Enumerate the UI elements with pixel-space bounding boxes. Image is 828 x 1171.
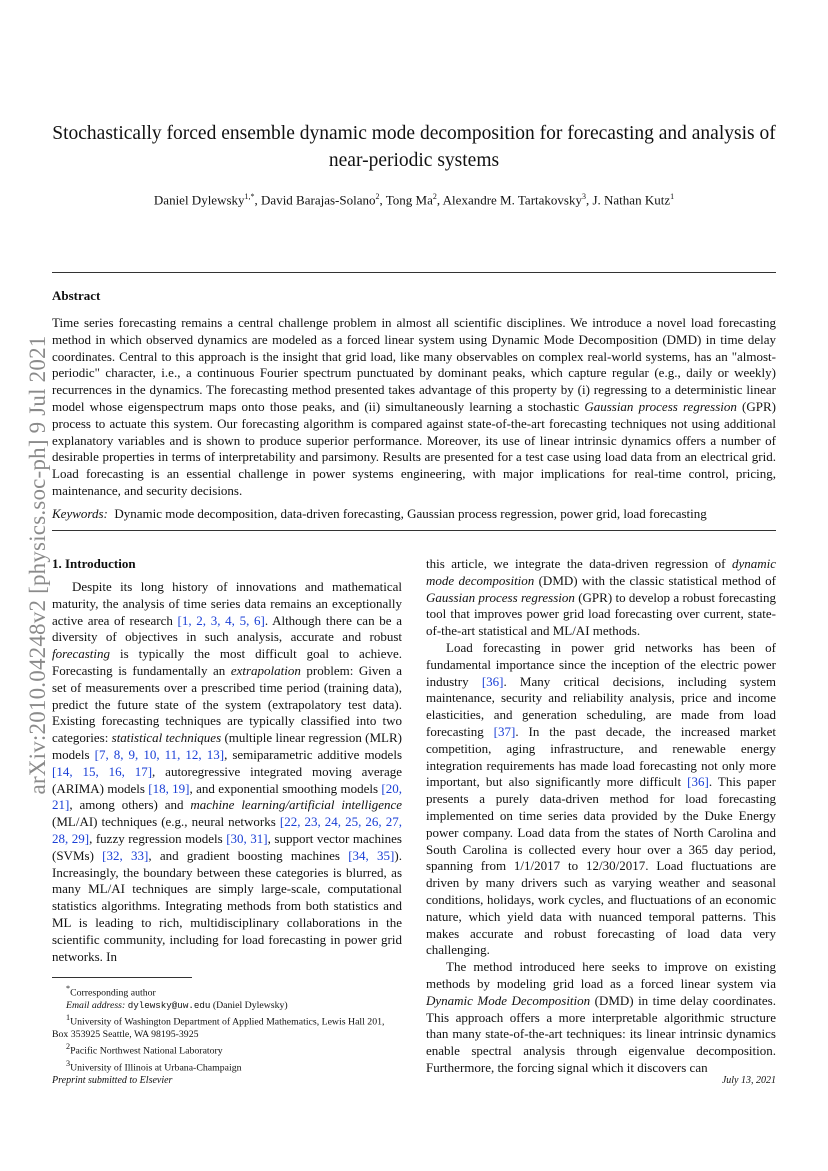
author-affiliation: 1 bbox=[670, 192, 675, 201]
paper-title: Stochastically forced ensemble dynamic mode decomposition for forecasting and analysis of near-periodic systems bbox=[52, 123, 776, 171]
abstract-emphasis: Gaussian process regression bbox=[584, 398, 737, 414]
citation-link[interactable]: [1, 2, 3, 4, 5, 6] bbox=[177, 612, 265, 628]
author-affiliation: 2 bbox=[375, 192, 380, 201]
footnote-affiliation-3: $^3$University of Illinois at Urbana-Champaign bbox=[66, 1058, 242, 1074]
top-rule bbox=[52, 272, 776, 273]
author-name: J. Nathan Kutz bbox=[592, 192, 671, 208]
email-link[interactable]: dylewsky@uw.edu bbox=[127, 999, 211, 1011]
section-heading: 1. Introduction bbox=[52, 556, 136, 571]
citation-link[interactable]: [14, 15, 16, 17] bbox=[52, 763, 153, 779]
citation-link[interactable]: [18, 19] bbox=[148, 780, 190, 796]
author-name: Tong Ma bbox=[385, 192, 433, 208]
abstract-bottom-rule bbox=[52, 530, 776, 531]
keywords-line bbox=[52, 506, 776, 522]
intro-left-column bbox=[52, 579, 402, 965]
footnote-corresponding: *Corresponding author bbox=[66, 984, 156, 999]
author-affiliation: 1,* bbox=[244, 192, 255, 201]
citation-link[interactable]: [34, 35] bbox=[348, 847, 395, 863]
footnote-email: Email address: dylewsky@uw.edu (Daniel Dylewsky) bbox=[66, 999, 288, 1011]
footnote-affiliation-1: $^1$University of Washington Department of Applied Mathematics, Lewis Hall 201, Box 353925 Seattle, WA 98195-3925 bbox=[52, 1013, 385, 1040]
footer-date: July 13, 2021 bbox=[721, 1075, 776, 1086]
footnote-rule bbox=[52, 977, 192, 978]
citation-link[interactable]: [7, 8, 9, 10, 11, 12, 13] bbox=[94, 746, 225, 762]
author-list: Daniel Dylewsky$^{1,*}$, David Barajas-Solano$^2$, Tong Ma$^2$, Alexandre M. Tartakovsky$^3$, J. Nathan Kutz$^1$ bbox=[153, 192, 675, 208]
citation-link[interactable]: [36] bbox=[687, 774, 709, 790]
citation-link[interactable]: [32, 33] bbox=[102, 847, 149, 863]
footnote-affiliation-2: $^2$Pacific Northwest National Laboratory bbox=[66, 1042, 223, 1057]
intro-right-column bbox=[426, 556, 776, 1077]
intro-paragraph: Despite its long history of innovations and mathematical maturity, the analysis of time series data remains an exceptionally active area of research [1, 2, 3, 4, 5, 6]. Although there can be a diversity of objectives in such analysis, accurate and robust forecasting is typically the most difficult goal to achieve. Forecasting is fundamentally an extrapolation problem: Given a set of measurements over a prescribed time period (training data), predict the future state of the system (extrapolatory test data). Existing forecasting techniques are typically classified into two categories: statistical techniques (multiple linear regression (MLR) models [7, 8, 9, 10, 11, 12, 13], semiparametric additive models [14, 15, 16, 17], autoregressive integrated moving average (ARIMA) models [18, 19], and exponential smoothing models [20, 21], among others) and machine learning/artificial intelligence (ML/AI) techniques (e.g., neural networks [22, 23, 24, 25, 26, 27, 28, 29], fuzzy regression models [30, 31], support vector machines (SVMs) [32, 33], and gradient boosting machines [34, 35]). Increasingly, the boundary between these categories is blurred, as many ML/AI techniques are simply large-scale, computational statistics algorithms. Integrating methods from both statistics and ML is leading to rich, multidisciplinary collaborations in the scientific community, including for load forecasting in power grid networks. In bbox=[52, 579, 402, 964]
author-name: Alexandre M. Tartakovsky bbox=[442, 192, 582, 208]
keywords-label: Keywords: bbox=[52, 506, 108, 521]
citation-link[interactable]: [22, 23, 24, 25, 26, 27, 28, 29] bbox=[52, 814, 402, 846]
citation-link[interactable]: [20, 21] bbox=[52, 780, 402, 813]
author-affiliation: 3 bbox=[581, 192, 586, 201]
arxiv-identifier-stamp: arXiv:2010.04248v2 [physics.soc-ph] 9 Jul 2021 bbox=[25, 335, 50, 795]
abstract-body bbox=[52, 315, 776, 500]
intro-paragraph: this article, we integrate the data-driven regression of dynamic mode decomposition (DMD) with the classic statistical method of Gaussian process regression (GPR) to develop a robust forecasting tool that improves power grid load forecasting over current, state-of-the-art statistical and ML/AI methods. bbox=[426, 556, 777, 639]
footer-preprint-note: Preprint submitted to Elsevier bbox=[52, 1075, 173, 1086]
keywords-text: Dynamic mode decomposition, data-driven forecasting, Gaussian process regression, power grid, load forecasting bbox=[114, 506, 707, 521]
footnotes bbox=[52, 983, 402, 1075]
author-name: Daniel Dylewsky bbox=[153, 192, 245, 208]
citation-link[interactable]: [37] bbox=[493, 723, 516, 739]
abstract-heading: Abstract bbox=[52, 288, 101, 303]
abstract-text: Time series forecasting remains a central challenge problem in almost all scientific disciplines. We introduce a novel load forecasting method in which observed dynamics are modeled as a forced linear system using Dynamic Mode Decomposition (DMD) in time delay coordinates. Central to this approach is the insight that grid load, like many observables on complex real-world systems, has an "almost-periodic" character, i.e., a continuous Fourier spectrum punctuated by dominant peaks, which capture regular (e.g., daily or weekly) recurrences in the dynamics. The forecasting method presented takes advantage of this property by (i) regressing to a deterministic linear model whose eigenspectrum maps onto those peaks, and (ii) simultaneously learning a stochastic bbox=[52, 315, 776, 414]
abstract-text: (GPR) process to actuate this system. Our forecasting algorithm is compared against state-of-the-art forecasting techniques not using additional explanatory variables and is shown to produce superior performance. Moreover, its use of linear intrinsic dynamics offers a number of desirable properties in terms of interpretability and parsimony. Results are presented for a test case using load data from an electrical grid. Load forecasting is an essential challenge in power systems engineering, with major implications for real-time control, pricing, maintenance, and security decisions. bbox=[52, 398, 776, 498]
citation-link[interactable]: [36] bbox=[481, 673, 504, 689]
citation-link[interactable]: [30, 31] bbox=[226, 830, 268, 846]
author-affiliation: 2 bbox=[432, 192, 437, 201]
intro-paragraph: Load forecasting in power grid networks has been of fundamental importance since the inception of the electric power industry [36]. Many critical decisions, including system maintenance, security and reliability analysis, price and income elasticities, and generation scheduling, are made from load forecasting [37]. In the past decade, the increased market competition, aging infrastructure, and renewable energy integration requirements has made load forecasting not only more important, but also significantly more difficult [36]. This paper presents a purely data-driven method for load forecasting implemented on time series data provided by the Duke Energy power company. Load data from the states of North Carolina and South Carolina is collected every hour over a 365 day period, spanning from 1/1/2017 to 12/30/2017. Load fluctuations are driven by many drivers such as varying weather and seasonal conditions, holidays, work cycles, and fluctuations of an economic nature, which yield data with nuanced temporal patterns. This makes accurate and robust forecasting of load data very challenging. bbox=[426, 639, 776, 958]
intro-paragraph: The method introduced here seeks to improve on existing methods by modeling grid load as a forced linear system via Dynamic Mode Decomposition (DMD) in time delay coordinates. This approach offers a more interpretable algorithmic structure than many state-of-the-art techniques: its linear intrinsic dynamics enable spectral analysis through eigenvalue decomposition. Furthermore, the forcing signal which it discovers can bbox=[426, 959, 776, 1075]
author-name: David Barajas-Solano bbox=[261, 192, 376, 208]
